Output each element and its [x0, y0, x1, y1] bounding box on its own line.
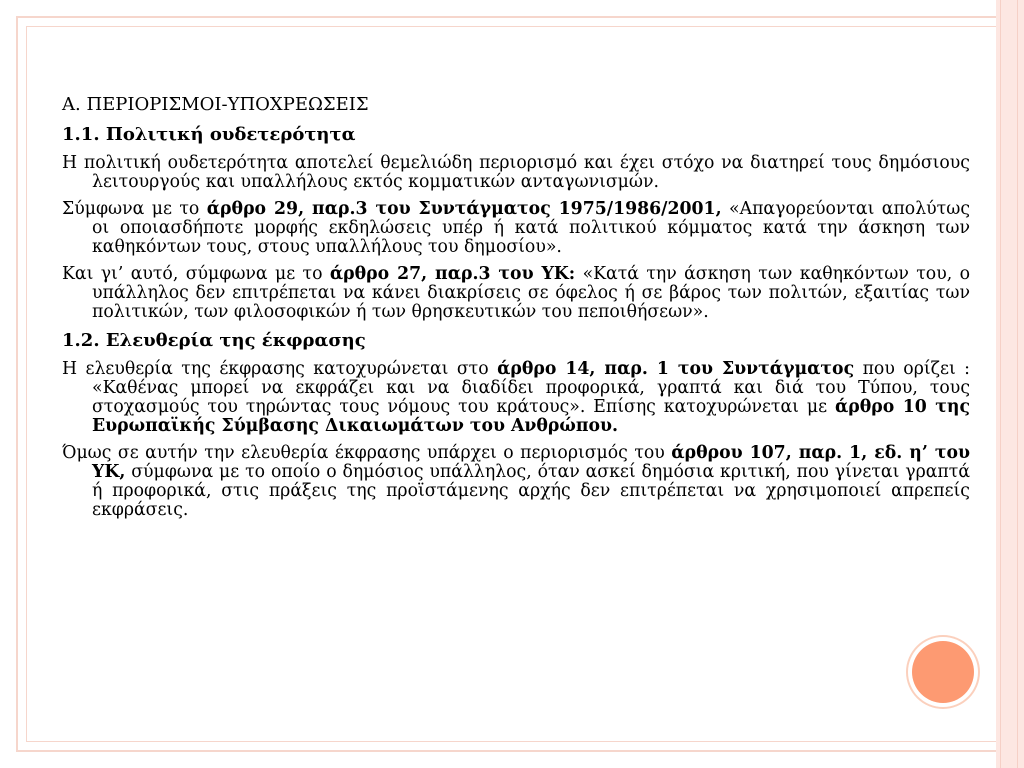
- paragraph-text: Και γι’ αυτό, σύμφωνα με το: [62, 264, 330, 284]
- slide-heading: Α. ΠΕΡΙΟΡΙΣΜΟΙ-ΥΠΟΧΡΕΩΣΕΙΣ: [62, 94, 369, 115]
- article-reference: άρθρου 107, παρ. 1, εδ. η’ του ΥΚ,: [92, 443, 970, 482]
- accent-circle: [912, 641, 974, 703]
- right-decorative-rail: [1000, 0, 1018, 768]
- article-reference: άρθρο 10 της Ευρωπαϊκής Σύμβασης Δικαιωμάτων του Ανθρώπου.: [92, 397, 970, 436]
- paragraph-neutrality-definition: [62, 154, 970, 192]
- paragraph-code-article-27: [62, 265, 970, 322]
- section-title-freedom-of-expression: 1.2. Ελευθερία της έκφρασης: [62, 330, 366, 351]
- paragraph-constitution-article-14: [62, 360, 970, 436]
- paragraph-constitution-article-29: [62, 200, 970, 257]
- paragraph-text: Όμως σε αυτήν την ελευθερία έκφρασης υπάρχει ο περιορισμός του: [62, 443, 672, 463]
- paragraph-code-article-107: [62, 444, 970, 520]
- paragraph-text: Η ελευθερία της έκφρασης κατοχυρώνεται στο: [62, 359, 498, 379]
- paragraph-text: σύμφωνα με το οποίο ο δημόσιος υπάλληλος, όταν ασκεί δημόσια κριτική, που γίνεται γραπτά ή προφορικά, στις πράξεις της προϊστάμενης αρχής δεν επιτρέπεται να χρησιμοποιεί απρεπείς εκφράσεις.: [92, 462, 970, 520]
- paragraph-text: «Κατά την άσκηση των καθηκόντων του, ο υπάλληλος δεν επιτρέπεται να κάνει διακρίσεις σε όφελος ή σε βάρος των πολιτών, εξαιτίας των πολιτικών, των φιλοσοφικών ή των θρησκευτικών του πεποιθήσεων».: [92, 264, 970, 322]
- paragraph-text: Η πολιτική ουδετερότητα αποτελεί θεμελιώδη περιορισμό και έχει στόχο να διατηρεί τους δημόσιους λειτουργούς και υπαλλήλους εκτός κομματικών ανταγωνισμών.: [62, 153, 970, 192]
- article-reference: άρθρο 14, παρ. 1 του Συντάγματος: [497, 359, 855, 379]
- article-reference: άρθρο 29, παρ.3 του Συντάγματος 1975/1986/2001,: [206, 199, 722, 219]
- article-reference: άρθρο 27, παρ.3 του ΥΚ:: [329, 264, 576, 284]
- paragraph-text: Σύμφωνα με το: [62, 199, 207, 219]
- paragraph-text: που ορίζει : «Καθένας μπορεί να εκφράζει και να διαδίδει προφορικά, γραπτά και διά του Τύπου, τους στοχασμούς του τηρώντας τους νόμους του κράτους». Επίσης κατοχυρώνεται με: [92, 359, 970, 417]
- right-decorative-bar: [996, 0, 1024, 768]
- slide-content: [62, 94, 970, 528]
- paragraph-text: «Απαγορεύονται απολύτως οι οποιασδήποτε μορφής εκδηλώσεις υπέρ ή κατά πολιτικού κόμματος κατά την άσκηση των καθηκόντων τους, στους υπαλλήλους του δημοσίου».: [92, 199, 971, 257]
- section-title-political-neutrality: 1.1. Πολιτική ουδετερότητα: [62, 124, 356, 145]
